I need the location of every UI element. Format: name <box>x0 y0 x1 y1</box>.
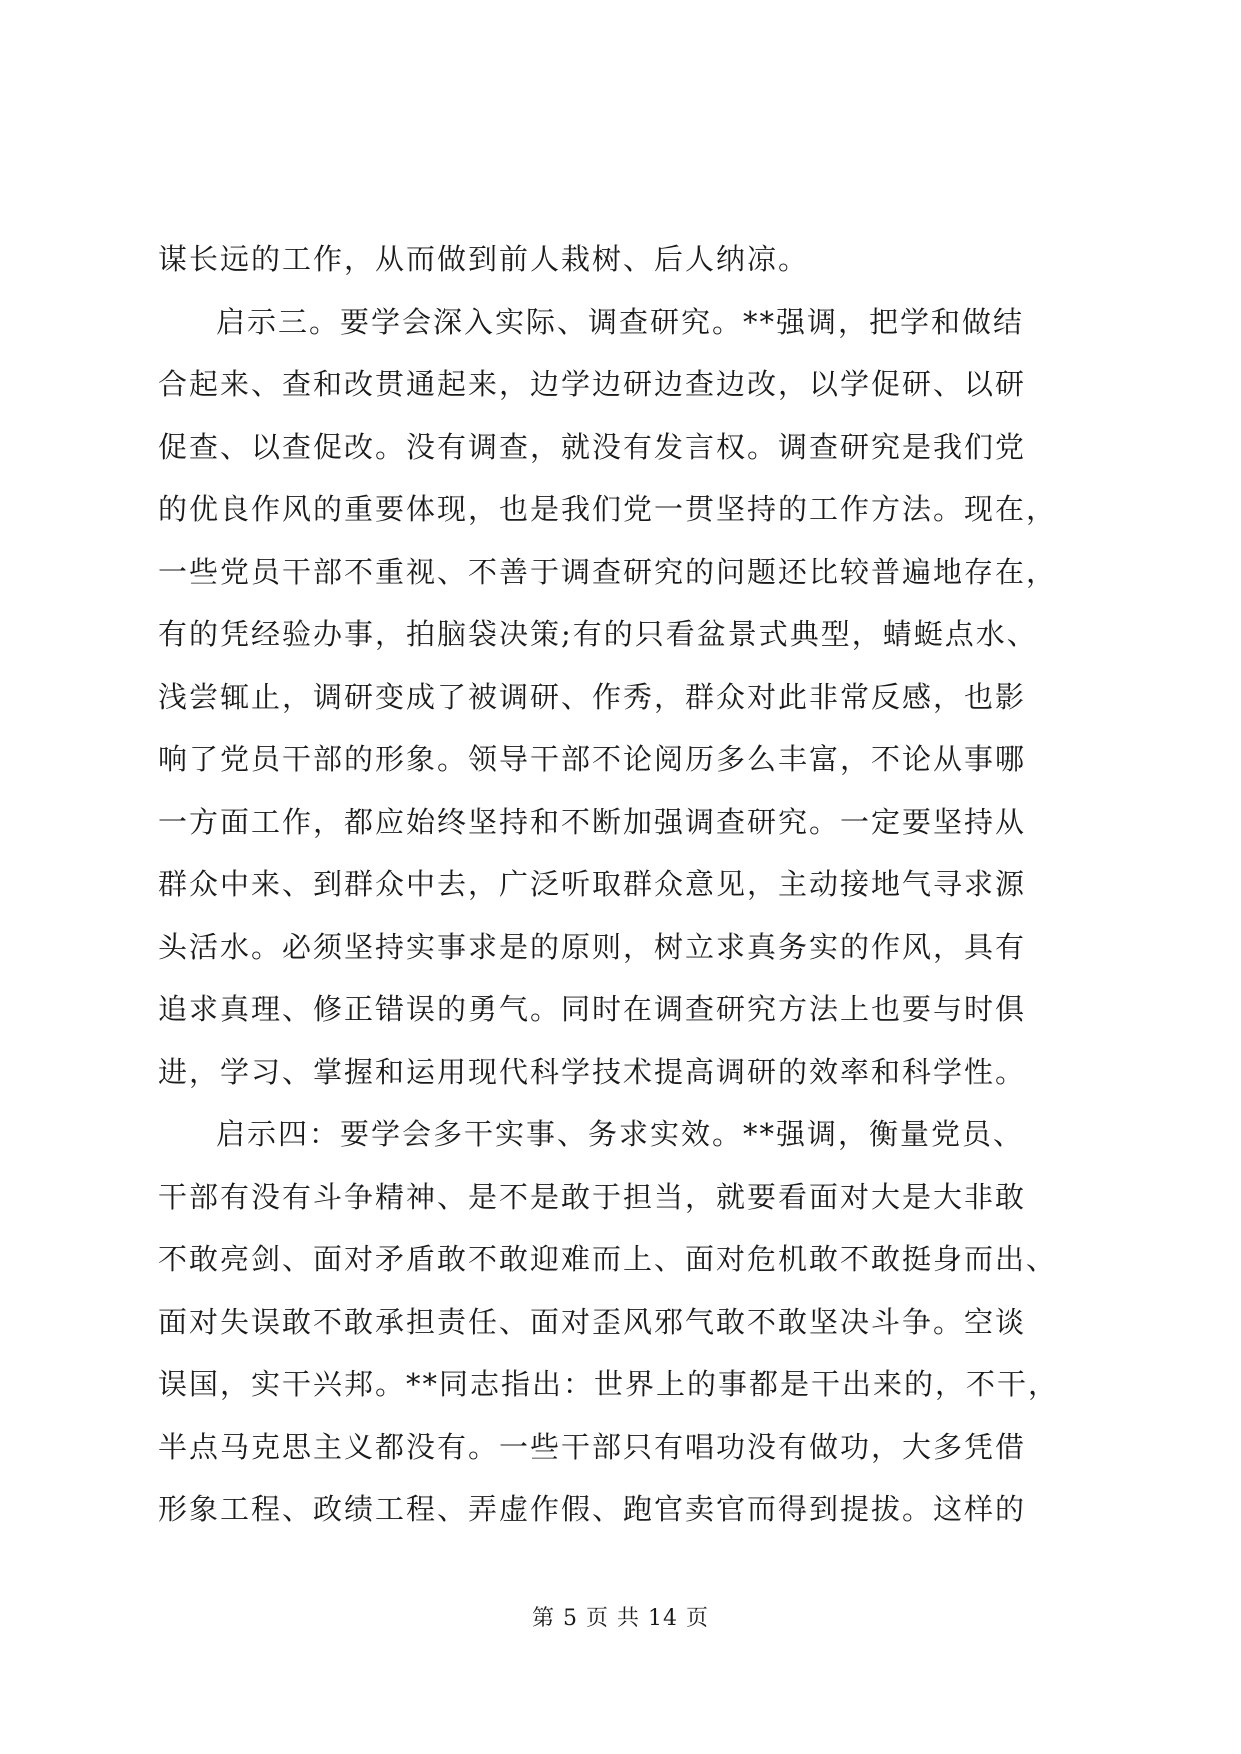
text-line: 浅尝辄止，调研变成了被调研、作秀，群众对此非常反感，也影 <box>158 679 1027 714</box>
text-line: 的优良作风的重要体现，也是我们党一贯坚持的工作方法。现在， <box>158 492 1058 526</box>
text-line: 头活水。必须坚持实事求是的原则，树立求真务实的作风，具有 <box>158 929 1027 964</box>
body-text <box>158 228 1088 1541</box>
text-line: 群众中来、到群众中去，广泛听取群众意见，主动接地气寻求源 <box>158 867 1027 901</box>
paragraph-first-line: 启示三。要学会深入实际、调查研究。**强调，把学和做结 <box>216 304 1025 339</box>
text-line: 干部有没有斗争精神、是不是敢于担当，就要看面对大是大非敢 <box>158 1179 1027 1214</box>
page-footer: 第 5 页 共 14 页 <box>532 1606 709 1631</box>
text-line: 追求真理、修正错误的勇气。同时在调查研究方法上也要与时俱 <box>158 992 1027 1026</box>
text-line: 半点马克思主义都没有。一些干部只有唱功没有做功，大多凭借 <box>158 1429 1027 1464</box>
text-line: 合起来、查和改贯通起来，边学边研边查边改，以学促研、以研 <box>158 367 1027 401</box>
text-line: 谋长远的工作，从而做到前人栽树、后人纳凉。 <box>158 242 810 276</box>
text-line: 误国，实干兴邦。**同志指出：世界上的事都是干出来的，不干， <box>158 1367 1060 1401</box>
text-line: 进，学习、掌握和运用现代科学技术提高调研的效率和科学性。 <box>158 1054 1027 1089</box>
text-line: 有的凭经验办事，拍脑袋决策;有的只看盆景式典型，蜻蜓点水、 <box>158 617 1038 651</box>
text-line: 形象工程、政绩工程、弄虚作假、跑官卖官而得到提拔。这样的 <box>158 1492 1027 1526</box>
text-line: 促查、以查促改。没有调查，就没有发言权。调查研究是我们党 <box>158 429 1027 464</box>
text-line: 一方面工作，都应始终坚持和不断加强调查研究。一定要坚持从 <box>158 804 1027 839</box>
text-line: 一些党员干部不重视、不善于调查研究的问题还比较普遍地存在， <box>158 554 1058 589</box>
paragraph-first-line: 启示四：要学会多干实事、务求实效。**强调，衡量党员、 <box>216 1117 1025 1151</box>
text-line: 响了党员干部的形象。领导干部不论阅历多么丰富，不论从事哪 <box>158 742 1027 776</box>
text-line: 不敢亮剑、面对矛盾敢不敢迎难而上、面对危机敢不敢挺身而出、 <box>158 1242 1058 1276</box>
text-line: 面对失误敢不敢承担责任、面对歪风邪气敢不敢坚决斗争。空谈 <box>158 1304 1027 1339</box>
